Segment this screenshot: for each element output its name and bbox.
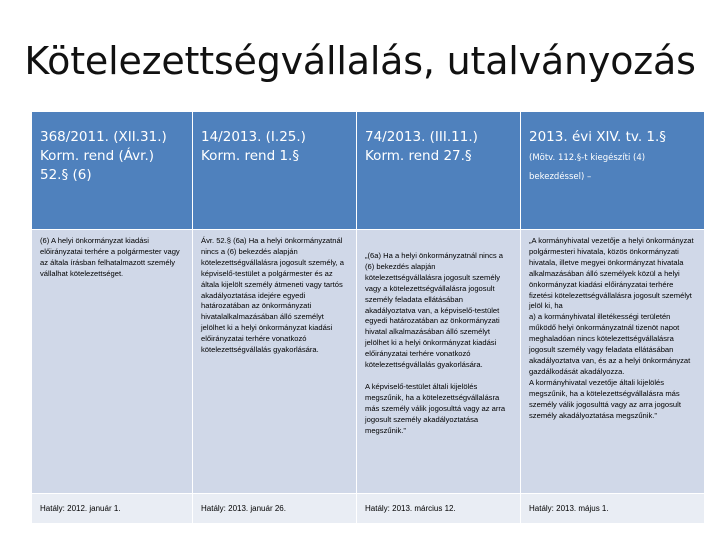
body-cell-3-paragraph-1: „(6a) Ha a helyi önkormányzatnál nincs a (6) bekezdés alapján kötelezettségvállalásra jogosult személy vagy a kötelezettségvállalásra jogosult személy feladata ellátásában akadályoztatva van, a képviselő-testület egyedi határozatában az önkormányzati hivatal alkalmazásában álló személyt jelölhet ki a helyi önkormányzat kiadási előirányzatai terhére vonatkozó kötelezettségvállalás gyakorlására. [365, 251, 504, 370]
slide-title: Kötelezettségvállalás, utalványozás [24, 39, 696, 83]
header-cell-3-text: 74/2013. (III.11.) Korm. rend 27.§ [365, 129, 478, 164]
footer-row [32, 494, 705, 524]
body-cell-4-paragraph-1: „A kormányhivatal vezetője a helyi önkormányzat polgármesteri hivatala, közös önkormányzati hivatala, illetve megyei önkormányzat hivatala alkalmazásában álló személyek közül a helyi önkormányzat kiadási előirányzatai terhére fizetési kötelezettségvállalásra jogosult személyt jelöl ki, ha [529, 236, 694, 311]
header-cell-4-text: 2013. évi XIV. tv. 1.§ [529, 129, 667, 145]
regulation-table [31, 111, 705, 524]
footer-cell-2 [193, 494, 357, 524]
body-cell-3-paragraph-2: A képviselő-testület általi kijelölés megszűnik, ha a kötelezettségvállalásra más személy válik jogosulttá vagy az arra jogosult személy akadályoztatása megszűnik.” [365, 381, 506, 435]
body-cell-1-paragraph: (6) A helyi önkormányzat kiadási előirányzatai terhére a polgármester vagy az általa írásban felhatalmazott személy vállalhat kötelezettséget. [40, 236, 180, 278]
body-cell-4-paragraph-3: A kormányhivatal vezetője általi kijelölés megszűnik, ha a kötelezettségvállalásra más személy válik jogosulttá vagy az arra jogosult személy akadályoztatása megszűnik.” [529, 377, 681, 420]
header-cell-2 [193, 112, 357, 230]
body-row [32, 230, 705, 494]
footer-cell-4 [521, 494, 705, 524]
body-cell-4-paragraph-2: a) a kormányhivatal illetékességi területén működő helyi önkormányzatnál tizenöt napot meghaladóan nincs kötelezettségvállalásra jogosult személy vagy feladata ellátásában akadályoztatva van, és az a helyi önkormányzat gazdálkodását akadályozza. [529, 312, 691, 376]
footer-cell-1 [32, 494, 193, 524]
header-row [32, 112, 705, 230]
footer-cell-3 [357, 494, 521, 524]
body-cell-4 [521, 230, 705, 494]
header-cell-1 [32, 112, 193, 230]
effective-date-2: Hatály: 2013. január 26. [201, 504, 286, 513]
effective-date-4: Hatály: 2013. május 1. [529, 504, 609, 513]
header-cell-4-note: (Mötv. 112.§-t kiegészíti (4) bekezdéssel) – [529, 153, 646, 182]
body-cell-1 [32, 230, 193, 494]
body-cell-2 [193, 230, 357, 494]
body-cell-2-paragraph: Ávr. 52.§ (6a) Ha a helyi önkormányzatnál nincs a (6) bekezdés alapján kötelezettségvállalásra jogosult személy, a képviselő-testület a polgármester és az általa kijelölt személy átmeneti vagy tartós akadályoztatása idejére egyedi határozatában az önkormányzati hivatalalkalmazásában álló személyt jelölhet ki a helyi önkormányzat kiadási előirányzatai terhére vonatkozó kötelezettségvállalás gyakorlására. [201, 236, 344, 355]
header-cell-3 [357, 112, 521, 230]
effective-date-1: Hatály: 2012. január 1. [40, 504, 121, 513]
header-cell-4 [521, 112, 705, 230]
header-cell-2-text: 14/2013. (I.25.) Korm. rend 1.§ [201, 129, 306, 164]
header-cell-1-text: 368/2011. (XII.31.) Korm. rend (Ávr.) 52.§ (6) [40, 129, 167, 183]
body-cell-3 [357, 230, 521, 494]
effective-date-3: Hatály: 2013. március 12. [365, 504, 456, 513]
